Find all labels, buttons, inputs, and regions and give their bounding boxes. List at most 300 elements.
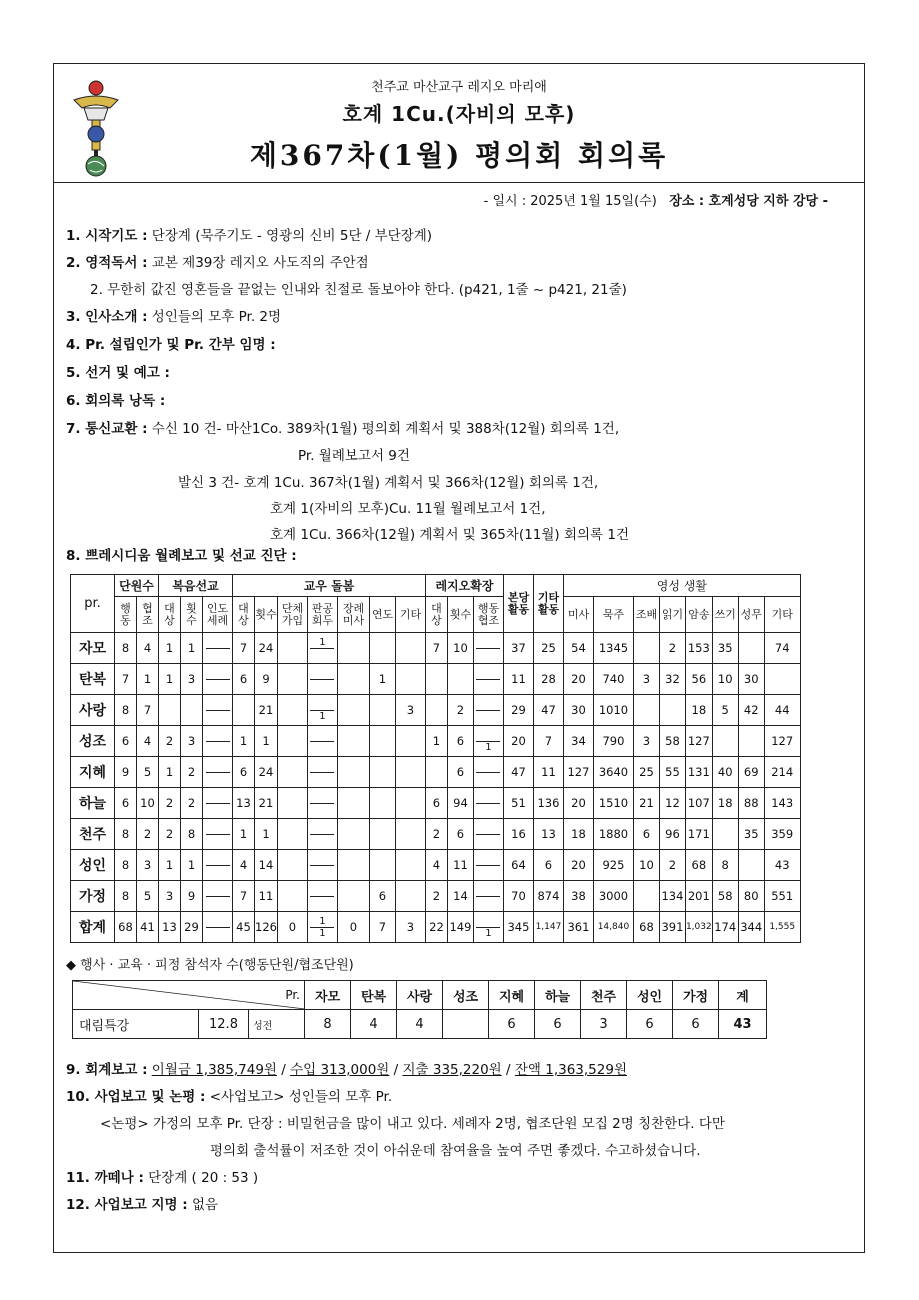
table-cell: 7 — [137, 695, 159, 726]
table-cell: 7 — [369, 912, 395, 943]
sub-header: 암송 — [685, 597, 712, 633]
event-value: 6 — [535, 1010, 581, 1039]
table-cell — [337, 633, 369, 664]
table-cell — [307, 912, 337, 943]
table-cell — [307, 850, 337, 881]
table-cell: 790 — [593, 726, 633, 757]
table-cell: 64 — [503, 850, 533, 881]
table-cell — [277, 819, 307, 850]
table-cell: 174 — [712, 912, 738, 943]
table-cell: 1 — [159, 664, 181, 695]
row-praesidium-name: 성조 — [71, 726, 115, 757]
table-cell: 359 — [764, 819, 800, 850]
meeting-date: - 일시 : 2025년 1월 15일(수) — [483, 194, 657, 209]
table-cell: 13 — [233, 788, 255, 819]
table-cell: 344 — [738, 912, 764, 943]
table-cell: 68 — [115, 912, 137, 943]
table-cell: 1 — [159, 850, 181, 881]
table-cell: 47 — [503, 757, 533, 788]
table-cell: 1 — [369, 664, 395, 695]
section-10-review-2: 평의회 출석률이 저조한 것이 아쉬운데 참여율을 높여 주면 좋겠다. 수고하셨습니다. — [210, 1143, 701, 1159]
table-cell: 6 — [369, 881, 395, 912]
table-cell: 2 — [159, 726, 181, 757]
table-cell: 7 — [425, 633, 447, 664]
table-cell: 8 — [115, 695, 137, 726]
table-cell — [369, 819, 395, 850]
table-cell — [633, 633, 659, 664]
table-cell — [395, 664, 425, 695]
event-value: 4 — [351, 1010, 397, 1039]
row-praesidium-name: 자모 — [71, 633, 115, 664]
table-cell: 14,840 — [593, 912, 633, 943]
table-cell: 18 — [685, 695, 712, 726]
table-cell: 11 — [533, 757, 563, 788]
table-cell — [633, 695, 659, 726]
table-cell — [369, 633, 395, 664]
table-cell — [307, 726, 337, 757]
event-col-jamo: 자모 — [305, 981, 351, 1010]
table-cell — [738, 850, 764, 881]
table-cell: 2 — [159, 819, 181, 850]
dash-mark — [206, 927, 230, 928]
table-cell — [277, 850, 307, 881]
table-cell: 42 — [738, 695, 764, 726]
table-cell — [307, 757, 337, 788]
table-cell: 10 — [633, 850, 659, 881]
table-cell: 35 — [712, 633, 738, 664]
table-cell: 10 — [712, 664, 738, 695]
table-cell: 1 — [181, 633, 203, 664]
table-cell — [369, 757, 395, 788]
table-cell: 2 — [181, 757, 203, 788]
table-cell: 6 — [233, 757, 255, 788]
table-cell: 11 — [503, 664, 533, 695]
table-cell: 5 — [137, 881, 159, 912]
event-col-sarang: 사랑 — [397, 981, 443, 1010]
event-col-tanbok: 탄복 — [351, 981, 397, 1010]
table-cell: 21 — [633, 788, 659, 819]
table-cell: 8 — [115, 881, 137, 912]
table-cell: 14 — [447, 881, 473, 912]
sub-header: 인도세례 — [203, 597, 233, 633]
sub-header: 협조 — [137, 597, 159, 633]
finance-income: 수입 313,000원 — [290, 1062, 390, 1078]
table-cell: 3 — [633, 726, 659, 757]
sub-header: 미사 — [563, 597, 593, 633]
sub-header: 행동 — [115, 597, 137, 633]
table-cell — [395, 757, 425, 788]
table-cell: 2 — [659, 633, 685, 664]
row-praesidium-name: 사랑 — [71, 695, 115, 726]
table-cell: 25 — [633, 757, 659, 788]
dash-mark — [476, 896, 500, 897]
diagonal-line-icon — [73, 981, 305, 1009]
table-cell: 136 — [533, 788, 563, 819]
col-parish: 본당활동 — [503, 575, 533, 633]
table-cell: 0 — [277, 912, 307, 943]
table-cell: 4 — [137, 726, 159, 757]
table-cell: 7 — [233, 881, 255, 912]
table-cell: 1 — [137, 664, 159, 695]
table-row — [71, 881, 801, 912]
table-cell: 96 — [659, 819, 685, 850]
table-cell: 8 — [181, 819, 203, 850]
curia-name: 호계 1Cu.(자비의 모후) — [342, 102, 576, 126]
table-cell: 3 — [137, 850, 159, 881]
table-cell: 1,147 — [533, 912, 563, 943]
split-value: 1 — [474, 916, 503, 939]
table-cell: 68 — [685, 850, 712, 881]
table-cell — [307, 881, 337, 912]
dash-mark — [476, 710, 500, 711]
item-3: 3. 인사소개 : 성인들의 모후 Pr. 2명 — [66, 309, 282, 325]
table-cell — [203, 726, 233, 757]
table-cell — [277, 881, 307, 912]
event-col-gajeong: 가정 — [673, 981, 719, 1010]
table-cell: 45 — [233, 912, 255, 943]
dash-mark — [310, 834, 334, 835]
table-cell: 4 — [425, 850, 447, 881]
table-cell: 32 — [659, 664, 685, 695]
table-cell: 24 — [255, 633, 278, 664]
table-cell: 8 — [115, 633, 137, 664]
table-cell: 345 — [503, 912, 533, 943]
table-cell: 4 — [137, 633, 159, 664]
table-cell: 55 — [659, 757, 685, 788]
dash-mark — [206, 896, 230, 897]
table-cell — [307, 664, 337, 695]
table-cell — [659, 695, 685, 726]
table-cell: 2 — [159, 788, 181, 819]
section-9-finance: 9. 회계보고 : 이월금 1,385,749원 / 수입 313,000원 / 지출 335,220원 / 잔액 1,363,529원 — [66, 1062, 627, 1078]
table-cell — [337, 850, 369, 881]
sub-header: 묵주 — [593, 597, 633, 633]
table-cell — [425, 695, 447, 726]
table-cell: 3 — [633, 664, 659, 695]
table-cell: 1 — [233, 726, 255, 757]
table-cell: 1 — [255, 726, 278, 757]
table-cell: 47 — [533, 695, 563, 726]
dash-mark — [206, 710, 230, 711]
table-cell: 2 — [425, 819, 447, 850]
table-cell — [337, 881, 369, 912]
item-2-detail: 2. 무한히 값진 영혼들을 끝없는 인내와 친절로 돌보아야 한다. (p421, 1줄 ~ p421, 21줄) — [90, 282, 627, 298]
table-cell — [425, 757, 447, 788]
table-cell — [277, 664, 307, 695]
table-cell: 38 — [563, 881, 593, 912]
table-cell: 6 — [447, 819, 473, 850]
sub-header: 조배 — [633, 597, 659, 633]
table-cell — [277, 788, 307, 819]
table-cell — [473, 850, 503, 881]
table-cell — [473, 788, 503, 819]
table-cell — [233, 695, 255, 726]
table-cell — [203, 757, 233, 788]
table-cell: 16 — [503, 819, 533, 850]
dash-mark — [476, 648, 500, 649]
table-cell: 24 — [255, 757, 278, 788]
section-12: 12. 사업보고 지명 : 없음 — [66, 1197, 219, 1213]
section-11: 11. 까떼나 : 단장계 ( 20 : 53 ) — [66, 1170, 259, 1186]
table-cell: 361 — [563, 912, 593, 943]
table-cell — [277, 757, 307, 788]
finance-expense: 지출 335,220원 — [402, 1062, 502, 1078]
col-group-expansion: 레지오확장 — [425, 575, 503, 597]
table-cell: 131 — [685, 757, 712, 788]
table-cell: 1880 — [593, 819, 633, 850]
dash-mark — [310, 772, 334, 773]
table-cell: 127 — [685, 726, 712, 757]
row-praesidium-name: 하늘 — [71, 788, 115, 819]
table-cell: 127 — [764, 726, 800, 757]
table-cell — [395, 850, 425, 881]
split-value: 1 — [308, 637, 337, 660]
event-date: 12.8 — [199, 1010, 249, 1039]
table-cell: 10 — [137, 788, 159, 819]
table-cell: 74 — [764, 633, 800, 664]
item-7: 7. 통신교환 : 수신 10 건- 마산1Co. 389차(1월) 평의회 계획서 및 388차(12월) 회의록 1건, — [66, 421, 620, 437]
sub-header: 연도 — [369, 597, 395, 633]
table-cell: 94 — [447, 788, 473, 819]
table-cell: 13 — [533, 819, 563, 850]
dash-mark — [476, 834, 500, 835]
table-cell: 20 — [563, 850, 593, 881]
sub-header: 횟수 — [255, 597, 278, 633]
table-cell: 6 — [425, 788, 447, 819]
table-cell: 3 — [181, 726, 203, 757]
dash-mark — [206, 679, 230, 680]
table-cell: 3 — [395, 912, 425, 943]
table-cell: 214 — [764, 757, 800, 788]
table-cell: 1 — [425, 726, 447, 757]
event-value: 4 — [397, 1010, 443, 1039]
table-cell: 4 — [233, 850, 255, 881]
table-cell: 127 — [563, 757, 593, 788]
table-cell — [473, 912, 503, 943]
sub-header: 횟수 — [181, 597, 203, 633]
table-cell: 20 — [503, 726, 533, 757]
table-cell: 6 — [115, 788, 137, 819]
table-cell: 6 — [115, 726, 137, 757]
table-cell: 1,032 — [685, 912, 712, 943]
table-cell: 9 — [181, 881, 203, 912]
table-cell: 18 — [563, 819, 593, 850]
table-cell: 1 — [159, 757, 181, 788]
table-row — [71, 788, 801, 819]
table-cell: 9 — [255, 664, 278, 695]
event-value: 3 — [581, 1010, 627, 1039]
table-cell: 2 — [425, 881, 447, 912]
item-7-line3: 발신 3 건- 호계 1Cu. 367차(1월) 계획서 및 366차(12월) 회의록 1건, — [178, 475, 599, 491]
dash-mark — [206, 772, 230, 773]
table-cell: 1010 — [593, 695, 633, 726]
table-cell — [203, 850, 233, 881]
col-pr: pr. — [71, 575, 115, 633]
dash-mark — [206, 741, 230, 742]
table-cell: 201 — [685, 881, 712, 912]
table-cell: 44 — [764, 695, 800, 726]
table-row — [71, 757, 801, 788]
table-row — [71, 819, 801, 850]
event-value — [443, 1010, 489, 1039]
table-cell — [473, 757, 503, 788]
table-cell: 12 — [659, 788, 685, 819]
row-praesidium-name: 합계 — [71, 912, 115, 943]
col-group-evangelization: 복음선교 — [159, 575, 233, 597]
event-total: 43 — [719, 1010, 767, 1039]
table-cell — [337, 819, 369, 850]
split-value: 1 — [308, 699, 337, 722]
table-cell — [712, 726, 738, 757]
table-cell: 22 — [425, 912, 447, 943]
table-cell: 3640 — [593, 757, 633, 788]
event-value: 6 — [673, 1010, 719, 1039]
sub-header: 장례미사 — [337, 597, 369, 633]
table-cell — [369, 850, 395, 881]
table-cell: 29 — [503, 695, 533, 726]
table-cell: 30 — [738, 664, 764, 695]
table-cell: 14 — [255, 850, 278, 881]
event-col-jihye: 지혜 — [489, 981, 535, 1010]
dash-mark — [310, 803, 334, 804]
table-cell: 21 — [255, 695, 278, 726]
table-cell — [203, 881, 233, 912]
table-cell: 58 — [659, 726, 685, 757]
table-cell — [203, 664, 233, 695]
dash-mark — [310, 679, 334, 680]
table-cell: 6 — [233, 664, 255, 695]
table-cell: 28 — [533, 664, 563, 695]
table-cell: 3 — [181, 664, 203, 695]
table-cell — [447, 664, 473, 695]
table-cell: 30 — [563, 695, 593, 726]
dash-mark — [476, 679, 500, 680]
document-frame — [53, 63, 865, 1253]
table-cell — [203, 819, 233, 850]
table-cell — [473, 726, 503, 757]
table-cell: 18 — [712, 788, 738, 819]
table-cell — [337, 695, 369, 726]
row-praesidium-name: 천주 — [71, 819, 115, 850]
table-cell: 6 — [447, 757, 473, 788]
table-cell — [337, 788, 369, 819]
table-cell — [395, 726, 425, 757]
table-cell: 7 — [533, 726, 563, 757]
org-name: 천주교 마산교구 레지오 마리애 — [371, 80, 547, 95]
dateline — [484, 190, 828, 209]
table-cell: 1 — [159, 633, 181, 664]
dash-mark — [310, 865, 334, 866]
table-cell: 134 — [659, 881, 685, 912]
table-cell — [307, 788, 337, 819]
table-row — [71, 633, 801, 664]
table-cell: 1 — [255, 819, 278, 850]
event-col-seongin: 성인 — [627, 981, 673, 1010]
table-cell: 21 — [255, 788, 278, 819]
finance-carryover: 이월금 1,385,749원 — [151, 1062, 277, 1078]
monthly-report-table — [70, 574, 801, 943]
table-cell: 143 — [764, 788, 800, 819]
table-cell: 126 — [255, 912, 278, 943]
table-cell: 54 — [563, 633, 593, 664]
col-group-spiritual: 영성 생활 — [563, 575, 800, 597]
table-cell: 29 — [181, 912, 203, 943]
sub-header: 성무 — [738, 597, 764, 633]
sub-header: 기타 — [395, 597, 425, 633]
split-value: 1 — [474, 730, 503, 753]
table-cell: 149 — [447, 912, 473, 943]
event-note: 성전 — [249, 1010, 305, 1039]
event-header-corner: Pr. — [73, 981, 305, 1010]
sub-header: 행동협조 — [473, 597, 503, 633]
table-cell — [159, 695, 181, 726]
table-cell — [473, 819, 503, 850]
table-cell: 40 — [712, 757, 738, 788]
table-cell: 56 — [685, 664, 712, 695]
dash-mark — [476, 772, 500, 773]
table-cell: 8 — [115, 850, 137, 881]
table-cell: 7 — [233, 633, 255, 664]
table-cell — [369, 726, 395, 757]
section-10: 10. 사업보고 및 논평 : <사업보고> 성인들의 모후 Pr. — [66, 1089, 393, 1105]
table-cell: 88 — [738, 788, 764, 819]
table-cell — [277, 695, 307, 726]
row-praesidium-name: 지혜 — [71, 757, 115, 788]
table-cell: 1 — [233, 819, 255, 850]
table-cell: 1,555 — [764, 912, 800, 943]
table-cell — [307, 695, 337, 726]
item-7-line4: 호계 1(자비의 모후)Cu. 11월 월례보고서 1건, — [270, 501, 546, 517]
table-cell — [277, 726, 307, 757]
table-cell: 58 — [712, 881, 738, 912]
table-cell — [633, 881, 659, 912]
table-cell — [738, 633, 764, 664]
table-cell: 153 — [685, 633, 712, 664]
table-row — [71, 664, 801, 695]
table-cell — [337, 664, 369, 695]
table-cell: 2 — [659, 850, 685, 881]
table-row — [71, 912, 801, 943]
event-value: 6 — [627, 1010, 673, 1039]
col-other-activity: 기타활동 — [533, 575, 563, 633]
table-cell — [473, 881, 503, 912]
table-cell: 6 — [633, 819, 659, 850]
table-cell — [203, 633, 233, 664]
table-cell: 1345 — [593, 633, 633, 664]
row-praesidium-name: 탄복 — [71, 664, 115, 695]
event-col-seongjo: 성조 — [443, 981, 489, 1010]
dash-mark — [476, 803, 500, 804]
table-cell: 43 — [764, 850, 800, 881]
table-cell: 20 — [563, 664, 593, 695]
table-cell: 11 — [447, 850, 473, 881]
sub-header: 판공회두 — [307, 597, 337, 633]
table-cell — [738, 726, 764, 757]
meeting-place: 장소 : 호계성당 지하 강당 - — [669, 194, 828, 209]
col-group-care: 교우 돌봄 — [233, 575, 426, 597]
table-cell: 740 — [593, 664, 633, 695]
event-value: 6 — [489, 1010, 535, 1039]
event-name: 대림특강 — [73, 1010, 199, 1039]
section-8-title: 8. 쁘레시디움 월례보고 및 선교 진단 : — [66, 548, 297, 564]
table-cell: 68 — [633, 912, 659, 943]
table-cell — [337, 726, 369, 757]
dash-mark — [206, 834, 230, 835]
table-cell — [473, 695, 503, 726]
table-cell: 13 — [159, 912, 181, 943]
dash-mark — [206, 865, 230, 866]
table-cell — [395, 881, 425, 912]
